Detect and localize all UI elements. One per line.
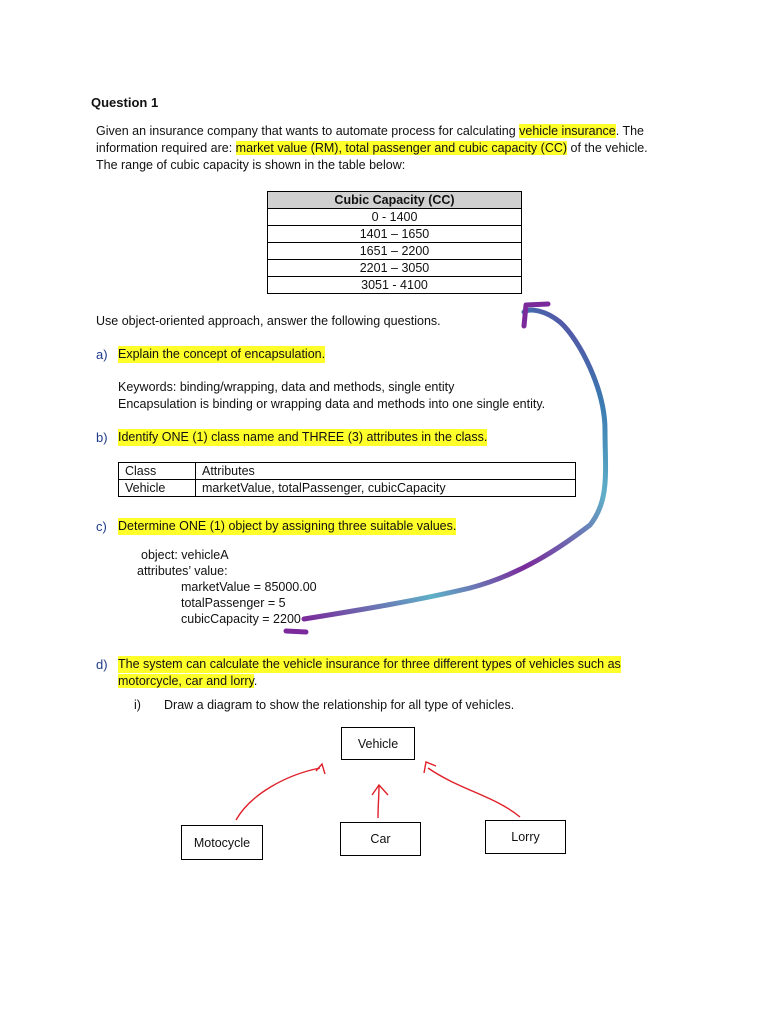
- part-d-question-line-1: The system can calculate the vehicle insurance for three different types of vehicles such as: [118, 657, 621, 671]
- intro-line-3: The range of cubic capacity is shown in the table below:: [96, 158, 406, 172]
- cc-row: 2201 – 3050: [268, 260, 522, 277]
- part-c-question: Determine ONE (1) object by assigning three suitable values.: [118, 519, 457, 533]
- sub-question-text: Draw a diagram to show the relationship for all type of vehicles.: [164, 698, 515, 712]
- class-value: Vehicle: [119, 480, 196, 497]
- intro-line-1b: . The: [615, 124, 645, 138]
- class-header: Class: [119, 463, 196, 480]
- part-d-period: .: [253, 674, 258, 688]
- part-a-answer-2: Encapsulation is binding or wrapping data and methods into one single entity.: [118, 397, 546, 411]
- intro-line-2b: of the vehicle.: [567, 141, 648, 155]
- object-line: object: vehicleA: [141, 548, 229, 562]
- red-arrow-motocycle: [236, 768, 320, 820]
- intro-highlight-1: vehicle insurance: [519, 124, 616, 138]
- cc-row: 1651 – 2200: [268, 243, 522, 260]
- red-arrowhead-car: [372, 785, 388, 795]
- part-d-highlight: motorcycle, car and lorry: [118, 674, 254, 688]
- part-d-label: d): [96, 657, 108, 672]
- red-arrow-car: [378, 786, 379, 818]
- intro-line-1a: Given an insurance company that wants to automate process for calculating: [96, 124, 520, 138]
- motocycle-box: Motocycle: [181, 825, 263, 860]
- market-value-line: marketValue = 85000.00: [181, 580, 317, 594]
- cc-row: 1401 – 1650: [268, 226, 522, 243]
- part-c-label: c): [96, 519, 107, 534]
- cc-row: 3051 - 4100: [268, 277, 522, 294]
- part-a-question: Explain the concept of encapsulation.: [118, 347, 326, 361]
- intro-line-2a: information required are:: [96, 141, 236, 155]
- instruction-text: Use object-oriented approach, answer the following questions.: [96, 314, 441, 328]
- attributes-header: Attributes: [196, 463, 576, 480]
- car-box: Car: [340, 822, 421, 856]
- part-b-question: Identify ONE (1) class name and THREE (3) attributes in the class.: [118, 430, 488, 444]
- arrow-curve: [304, 310, 606, 619]
- part-b-label: b): [96, 430, 108, 445]
- part-a-label: a): [96, 347, 108, 362]
- underline-mark: [286, 631, 306, 632]
- red-arrow-lorry: [428, 768, 520, 817]
- question-title: Question 1: [91, 95, 159, 110]
- attributes-value-line: attributes’ value:: [137, 564, 228, 578]
- part-a-answer-1: Keywords: binding/wrapping, data and methods, single entity: [118, 380, 455, 394]
- total-passenger-line: totalPassenger = 5: [181, 596, 286, 610]
- attributes-value: marketValue, totalPassenger, cubicCapacity: [196, 480, 576, 497]
- cc-row: 0 - 1400: [268, 209, 522, 226]
- lorry-box: Lorry: [485, 820, 566, 854]
- cc-table-header: Cubic Capacity (CC): [268, 192, 522, 209]
- sub-question-label: i): [134, 698, 141, 712]
- red-arrowhead-motocycle: [316, 764, 325, 774]
- intro-highlight-2: market value (RM), total passenger and cubic capacity (CC): [235, 141, 568, 155]
- vehicle-box: Vehicle: [341, 727, 415, 760]
- cubic-capacity-line: cubicCapacity = 2200: [181, 612, 301, 626]
